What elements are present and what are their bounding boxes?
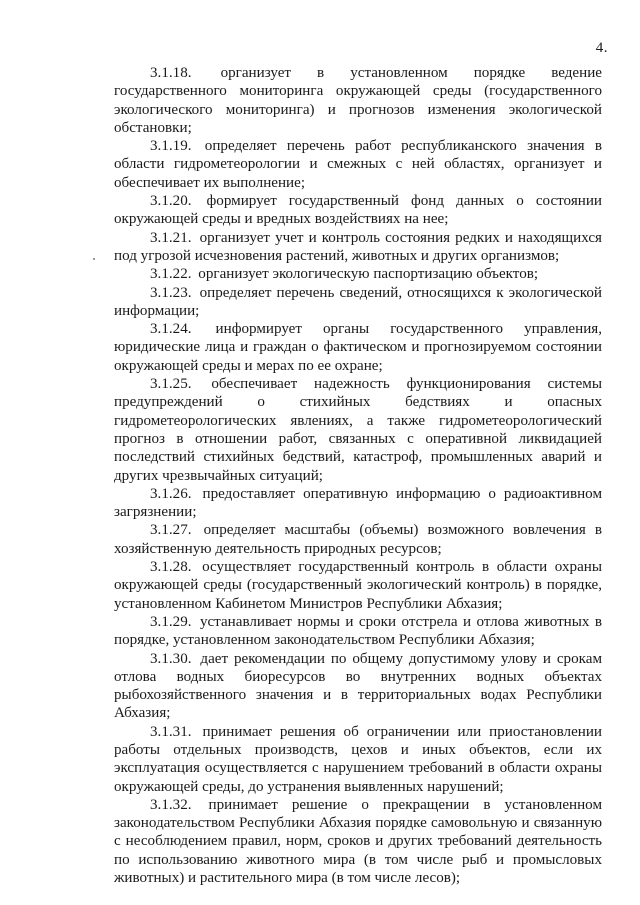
clause-text: дает рекомендации по общему допустимому улову и срокам отлова водных биоресурсов во внутренних водных объектах рыбохозяйственного значения и в территориальных водах Республики Абхазия; <box>114 650 602 722</box>
clause-number: 3.1.23. <box>150 284 192 301</box>
clause-text: осуществляет государственный контроль в области охраны окружающей среды (государственный экологический контроль) в порядке, установленном Кабинетом Министров Республики Абхазия; <box>114 559 602 612</box>
clause-number: 3.1.18. <box>150 65 192 81</box>
clause-number: 3.1.28. <box>150 559 192 576</box>
clause-3-1-29 <box>114 613 602 650</box>
clause-number: 3.1.24. <box>150 321 192 338</box>
clause-text: организует в установленном порядке ведение государственного мониторинга окружающей среды (государственного экологического мониторинга) и прогнозов изменения экологической обстановки; <box>114 65 602 136</box>
clause-number: 3.1.22. <box>150 266 192 283</box>
clause-text: формирует государственный фонд данных о состоянии окружающей среды и вредных воздействиях на нее; <box>114 193 602 228</box>
clause-3-1-19 <box>114 137 602 192</box>
document-body <box>114 64 602 887</box>
clause-number: 3.1.29. <box>150 613 192 630</box>
clause-text: обеспечивает надежность функционирования системы предупреждений о стихийных бедствиях и опасных гидрометеорологических явлениях, а также гидрометеорологический прогноз в отношении работ, связанных с оперативной ликвидацией последствий стихийных бедствий, катастроф, промышленных аварий и других чрезвычайных ситуаций; <box>114 376 602 484</box>
clause-3-1-20 <box>114 192 602 229</box>
clause-3-1-25 <box>114 375 602 485</box>
clause-3-1-28 <box>114 558 602 613</box>
clause-number: 3.1.26. <box>150 485 192 502</box>
page-number: 4. <box>595 40 608 56</box>
clause-3-1-18 <box>114 64 602 137</box>
clause-text: принимает решение о прекращении в установленном законодательством Республики Абхазия порядке самовольную и связанную с несоблюдением правил, норм, сроков и других требований деятельность по использованию животного мира (в том числе рыб и промысловых животных) и растительного мира (в том числе лесов); <box>114 796 602 887</box>
clause-text: информирует органы государственного управления, юридические лица и граждан о фактическом и прогнозируемом состоянии окружающей среды и мерах по ее охране; <box>114 321 602 374</box>
clause-text: устанавливает нормы и сроки отстрела и отлова животных в порядке, установленном законодательством Республики Абхазия; <box>114 613 602 649</box>
clause-number: 3.1.30. <box>150 650 192 667</box>
clause-3-1-21 <box>114 229 602 266</box>
clause-3-1-22 <box>114 265 602 283</box>
clause-3-1-26 <box>114 485 602 522</box>
clause-3-1-24 <box>114 320 602 375</box>
clause-number: 3.1.20. <box>150 193 192 210</box>
clause-text: принимает решения об ограничении или приостановлении работы отдельных производств, цехов и иных объектов, если их эксплуатация осуществляется с нарушением требований в области охраны окружающей среды, до устранения выявленных нарушений; <box>114 723 602 795</box>
clause-text: определяет масштабы (объемы) возможного вовлечения в хозяйственную деятельность природных ресурсов; <box>114 522 602 557</box>
scan-speck <box>93 258 95 260</box>
clause-text: организует учет и контроль состояния редких и находящихся под угрозой исчезновения растений, животных и других организмов; <box>114 229 602 264</box>
clause-number: 3.1.32. <box>150 796 192 813</box>
clause-number: 3.1.25. <box>150 376 192 393</box>
clause-text: предоставляет оперативную информацию о радиоактивном загрязнении; <box>114 485 602 521</box>
clause-3-1-31 <box>114 723 602 796</box>
clause-text: определяет перечень работ республиканского значения в области гидрометеорологии и смежных с ней областях, организует и обеспечивает их выполнение; <box>114 138 602 191</box>
clause-3-1-32 <box>114 796 602 887</box>
clause-text: определяет перечень сведений, относящихся к экологической информации; <box>114 284 602 319</box>
clause-number: 3.1.19. <box>150 138 192 155</box>
clause-3-1-23 <box>114 284 602 321</box>
clause-3-1-27 <box>114 521 602 558</box>
clause-number: 3.1.21. <box>150 229 192 246</box>
clause-number: 3.1.31. <box>150 723 192 740</box>
clause-number: 3.1.27. <box>150 522 192 539</box>
clause-text: организует экологическую паспортизацию объектов; <box>198 266 539 283</box>
clause-3-1-30 <box>114 650 602 723</box>
